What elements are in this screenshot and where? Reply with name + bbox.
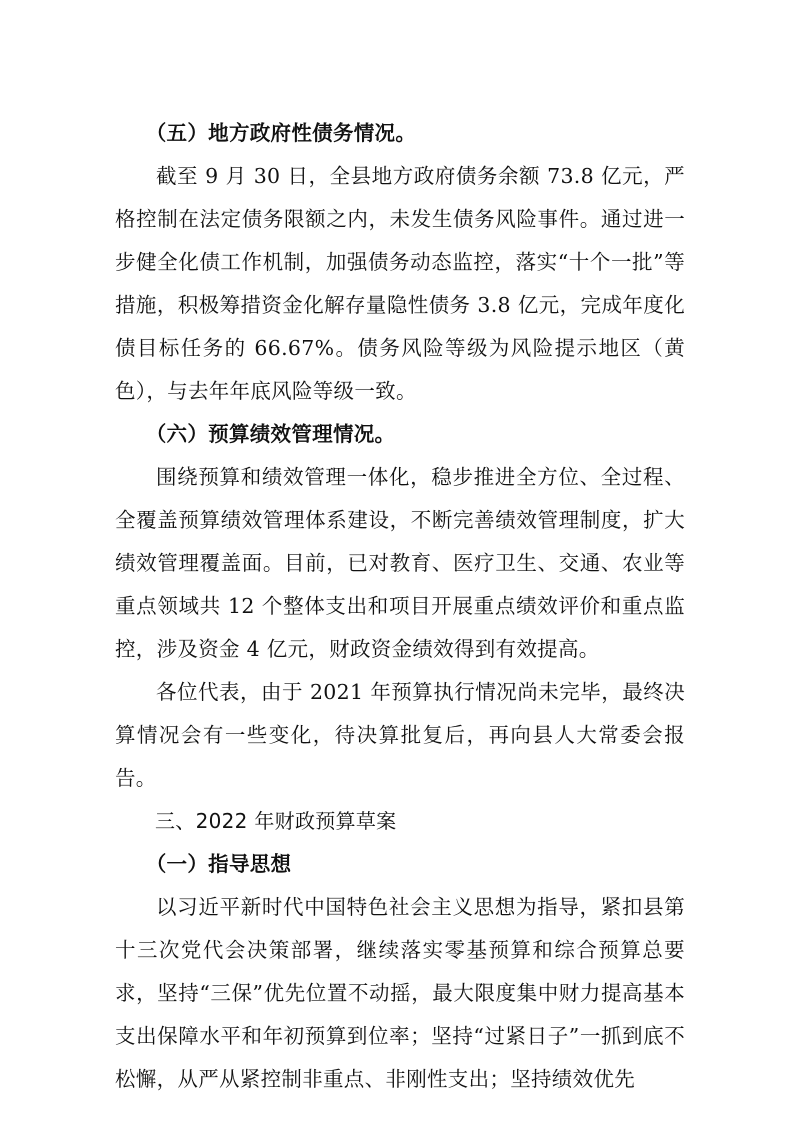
paragraph-delegates-note: 各位代表，由于 2021 年预算执行情况尚未完毕，最终决算情况会有一些变化，待决算批复后，再向县人大常委会报告。 [115,680,685,790]
section-title-2022-budget: 三、2022 年财政预算草案 [155,809,397,833]
heading-guiding-ideology: （一）指导思想 [145,852,292,876]
heading-local-government-debt: （五）地方政府性债务情况。 [145,121,417,145]
paragraph-guiding-ideology: 以习近平新时代中国特色社会主义思想为指导，紧扣县第十三次党代会决策部署，继续落实零基预算和综合预算总要求，坚持“三保”优先位置不动摇，最大限度集中财力提高基本支出保障水平和年初预算到位率；坚持“过紧日子”一抓到底不松懈，从严从紧控制非重点、非刚性支出；坚持绩效优先 [115,895,685,1091]
paragraph-debt-situation: 截至 9 月 30 日，全县地方政府债务余额 73.8 亿元，严格控制在法定债务限额之内，未发生债务风险事件。通过进一步健全化债工作机制，加强债务动态监控，落实“十个一批”等措施，积极筹措资金化解存量隐性债务 3.8 亿元，完成年度化债目标任务的 66.67%。债务风险等级为风险提示地区（黄色），与去年年底风险等级一致。 [115,164,685,403]
heading-budget-performance: （六）预算绩效管理情况。 [145,422,396,446]
paragraph-performance-management: 围绕预算和绩效管理一体化，稳步推进全方位、全过程、全覆盖预算绩效管理体系建设，不断完善绩效管理制度，扩大绩效管理覆盖面。目前，已对教育、医疗卫生、交通、农业等重点领域共 12 个整体支出和项目开展重点绩效评价和重点监控，涉及资金 4 亿元，财政资金绩效得到有效提高。 [115,465,685,661]
document-body [115,112,685,1101]
